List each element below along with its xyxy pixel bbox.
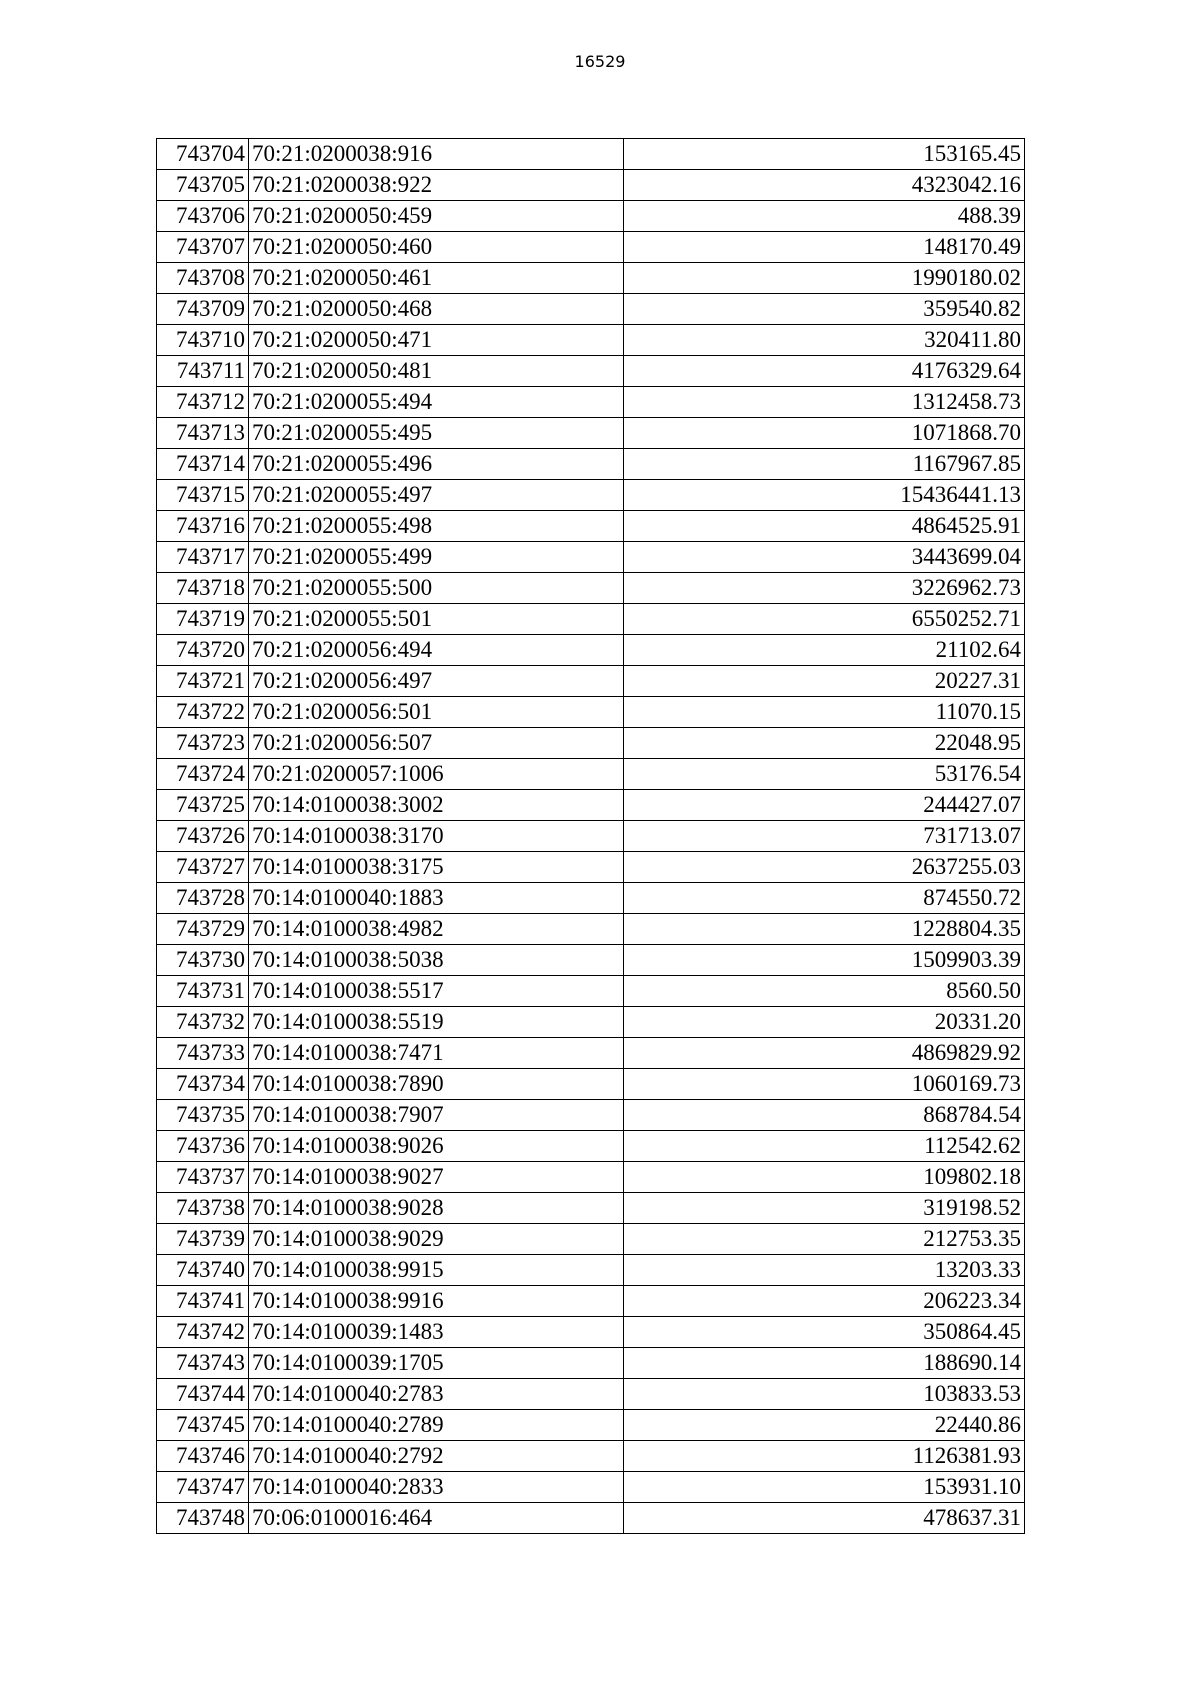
cadastral-number-cell: 70:14:0100038:5517 [249,976,624,1007]
cadastral-value-cell: 244427.07 [624,790,1025,821]
row-number-cell: 743708 [157,263,249,294]
row-number-cell: 743721 [157,666,249,697]
cadastral-value-cell: 13203.33 [624,1255,1025,1286]
cadastral-value-cell: 20227.31 [624,666,1025,697]
row-number-cell: 743732 [157,1007,249,1038]
cadastral-number-cell: 70:21:0200055:496 [249,449,624,480]
cadastral-number-cell: 70:14:0100038:9915 [249,1255,624,1286]
cadastral-number-cell: 70:21:0200055:498 [249,511,624,542]
row-number-cell: 743746 [157,1441,249,1472]
row-number-cell: 743710 [157,325,249,356]
row-number-cell: 743739 [157,1224,249,1255]
table-row [157,511,1025,542]
row-number-cell: 743704 [157,139,249,170]
row-number-cell: 743738 [157,1193,249,1224]
row-number-cell: 743715 [157,480,249,511]
cadastral-value-cell: 21102.64 [624,635,1025,666]
cadastral-value-cell: 206223.34 [624,1286,1025,1317]
cadastral-number-cell: 70:21:0200050:481 [249,356,624,387]
table-row [157,1038,1025,1069]
page-number: 16529 [574,52,626,71]
table-row [157,945,1025,976]
table-row [157,728,1025,759]
cadastral-value-cell: 153165.45 [624,139,1025,170]
table-row [157,294,1025,325]
cadastral-number-cell: 70:21:0200057:1006 [249,759,624,790]
cadastral-number-cell: 70:21:0200038:922 [249,170,624,201]
table-row [157,1193,1025,1224]
cadastral-number-cell: 70:14:0100038:4982 [249,914,624,945]
row-number-cell: 743711 [157,356,249,387]
cadastral-value-cell: 112542.62 [624,1131,1025,1162]
row-number-cell: 743728 [157,883,249,914]
cadastral-number-cell: 70:21:0200050:471 [249,325,624,356]
table-row [157,1100,1025,1131]
table-row [157,604,1025,635]
table-row [157,1069,1025,1100]
cadastral-number-cell: 70:21:0200056:497 [249,666,624,697]
cadastral-value-cell: 109802.18 [624,1162,1025,1193]
row-number-cell: 743709 [157,294,249,325]
cadastral-value-cell: 4864525.91 [624,511,1025,542]
table-row [157,914,1025,945]
cadastral-number-cell: 70:06:0100016:464 [249,1503,624,1534]
cadastral-value-cell: 22048.95 [624,728,1025,759]
row-number-cell: 743745 [157,1410,249,1441]
cadastral-number-cell: 70:14:0100040:2792 [249,1441,624,1472]
cadastral-number-cell: 70:14:0100039:1705 [249,1348,624,1379]
row-number-cell: 743713 [157,418,249,449]
table-row [157,821,1025,852]
cadastral-number-cell: 70:21:0200055:495 [249,418,624,449]
table-row [157,759,1025,790]
cadastral-value-cell: 4869829.92 [624,1038,1025,1069]
cadastral-value-cell: 1509903.39 [624,945,1025,976]
cadastral-value-cell: 1126381.93 [624,1441,1025,1472]
cadastral-value-cell: 874550.72 [624,883,1025,914]
table-row [157,1503,1025,1534]
cadastral-number-cell: 70:14:0100038:5519 [249,1007,624,1038]
cadastral-value-cell: 731713.07 [624,821,1025,852]
row-number-cell: 743707 [157,232,249,263]
cadastral-number-cell: 70:14:0100038:9027 [249,1162,624,1193]
row-number-cell: 743748 [157,1503,249,1534]
cadastral-value-cell: 4323042.16 [624,170,1025,201]
cadastral-number-cell: 70:14:0100038:7471 [249,1038,624,1069]
cadastral-number-cell: 70:14:0100040:2789 [249,1410,624,1441]
cadastral-value-cell: 4176329.64 [624,356,1025,387]
table-row [157,232,1025,263]
row-number-cell: 743725 [157,790,249,821]
row-number-cell: 743733 [157,1038,249,1069]
cadastral-value-cell: 359540.82 [624,294,1025,325]
cadastral-number-cell: 70:14:0100040:2783 [249,1379,624,1410]
cadastral-value-cell: 1990180.02 [624,263,1025,294]
table-row [157,573,1025,604]
table-row [157,418,1025,449]
cadastral-number-cell: 70:14:0100038:9028 [249,1193,624,1224]
row-number-cell: 743723 [157,728,249,759]
cadastral-number-cell: 70:14:0100038:9029 [249,1224,624,1255]
row-number-cell: 743716 [157,511,249,542]
row-number-cell: 743724 [157,759,249,790]
cadastral-number-cell: 70:21:0200055:497 [249,480,624,511]
cadastral-number-cell: 70:21:0200055:494 [249,387,624,418]
cadastral-value-cell: 20331.20 [624,1007,1025,1038]
cadastral-value-cell: 15436441.13 [624,480,1025,511]
table-row [157,790,1025,821]
table-row [157,666,1025,697]
cadastral-number-cell: 70:14:0100038:9916 [249,1286,624,1317]
cadastral-value-cell: 1228804.35 [624,914,1025,945]
cadastral-number-cell: 70:14:0100038:7890 [249,1069,624,1100]
row-number-cell: 743743 [157,1348,249,1379]
cadastral-value-cell: 11070.15 [624,697,1025,728]
cadastral-value-cell: 188690.14 [624,1348,1025,1379]
table-row [157,635,1025,666]
row-number-cell: 743740 [157,1255,249,1286]
cadastral-number-cell: 70:21:0200038:916 [249,139,624,170]
table-row [157,1317,1025,1348]
cadastral-value-cell: 6550252.71 [624,604,1025,635]
cadastral-number-cell: 70:21:0200050:459 [249,201,624,232]
row-number-cell: 743726 [157,821,249,852]
row-number-cell: 743717 [157,542,249,573]
table-row [157,1255,1025,1286]
row-number-cell: 743712 [157,387,249,418]
cadastral-number-cell: 70:14:0100040:2833 [249,1472,624,1503]
cadastral-number-cell: 70:21:0200050:461 [249,263,624,294]
cadastral-value-cell: 1060169.73 [624,1069,1025,1100]
table-row [157,356,1025,387]
cadastral-value-cell: 103833.53 [624,1379,1025,1410]
cadastral-value-cell: 53176.54 [624,759,1025,790]
cadastral-value-cell: 3226962.73 [624,573,1025,604]
table-row [157,387,1025,418]
cadastral-number-cell: 70:21:0200056:507 [249,728,624,759]
cadastral-value-cell: 3443699.04 [624,542,1025,573]
cadastral-number-cell: 70:21:0200056:494 [249,635,624,666]
cadastral-number-cell: 70:21:0200056:501 [249,697,624,728]
row-number-cell: 743705 [157,170,249,201]
cadastral-value-cell: 1167967.85 [624,449,1025,480]
cadastral-value-cell: 868784.54 [624,1100,1025,1131]
cadastral-value-cell: 320411.80 [624,325,1025,356]
table-row [157,1348,1025,1379]
table-row [157,1131,1025,1162]
row-number-cell: 743737 [157,1162,249,1193]
cadastral-number-cell: 70:14:0100038:3175 [249,852,624,883]
row-number-cell: 743719 [157,604,249,635]
table-row [157,1379,1025,1410]
row-number-cell: 743742 [157,1317,249,1348]
table-row [157,852,1025,883]
table-row [157,976,1025,1007]
cadastral-number-cell: 70:14:0100038:3170 [249,821,624,852]
cadastral-value-cell: 350864.45 [624,1317,1025,1348]
cadastral-value-cell: 1071868.70 [624,418,1025,449]
table-row [157,883,1025,914]
cadastral-value-table [156,138,1025,1534]
table-row [157,1162,1025,1193]
table-body [157,139,1025,1534]
cadastral-value-cell: 22440.86 [624,1410,1025,1441]
table-row [157,1441,1025,1472]
row-number-cell: 743727 [157,852,249,883]
row-number-cell: 743720 [157,635,249,666]
cadastral-number-cell: 70:14:0100038:5038 [249,945,624,976]
table-row [157,1410,1025,1441]
row-number-cell: 743734 [157,1069,249,1100]
cadastral-value-cell: 212753.35 [624,1224,1025,1255]
table-row [157,325,1025,356]
cadastral-number-cell: 70:14:0100040:1883 [249,883,624,914]
cadastral-number-cell: 70:21:0200055:499 [249,542,624,573]
row-number-cell: 743736 [157,1131,249,1162]
cadastral-number-cell: 70:21:0200050:468 [249,294,624,325]
table-row [157,542,1025,573]
cadastral-number-cell: 70:14:0100038:7907 [249,1100,624,1131]
table-row [157,1007,1025,1038]
cadastral-number-cell: 70:21:0200050:460 [249,232,624,263]
cadastral-number-cell: 70:14:0100038:3002 [249,790,624,821]
cadastral-value-cell: 1312458.73 [624,387,1025,418]
cadastral-number-cell: 70:14:0100039:1483 [249,1317,624,1348]
table-row [157,1286,1025,1317]
table-row [157,1472,1025,1503]
cadastral-value-cell: 488.39 [624,201,1025,232]
table-row [157,263,1025,294]
table-row [157,697,1025,728]
row-number-cell: 743706 [157,201,249,232]
row-number-cell: 743731 [157,976,249,1007]
row-number-cell: 743741 [157,1286,249,1317]
row-number-cell: 743722 [157,697,249,728]
row-number-cell: 743729 [157,914,249,945]
table-row [157,449,1025,480]
row-number-cell: 743714 [157,449,249,480]
cadastral-value-cell: 319198.52 [624,1193,1025,1224]
cadastral-number-cell: 70:21:0200055:501 [249,604,624,635]
cadastral-number-cell: 70:21:0200055:500 [249,573,624,604]
cadastral-value-cell: 8560.50 [624,976,1025,1007]
cadastral-number-cell: 70:14:0100038:9026 [249,1131,624,1162]
cadastral-value-cell: 2637255.03 [624,852,1025,883]
cadastral-value-cell: 153931.10 [624,1472,1025,1503]
row-number-cell: 743718 [157,573,249,604]
cadastral-value-cell: 478637.31 [624,1503,1025,1534]
table-row [157,139,1025,170]
row-number-cell: 743730 [157,945,249,976]
row-number-cell: 743747 [157,1472,249,1503]
table-row [157,170,1025,201]
table-row [157,1224,1025,1255]
cadastral-value-cell: 148170.49 [624,232,1025,263]
row-number-cell: 743735 [157,1100,249,1131]
row-number-cell: 743744 [157,1379,249,1410]
table-row [157,201,1025,232]
table-row [157,480,1025,511]
